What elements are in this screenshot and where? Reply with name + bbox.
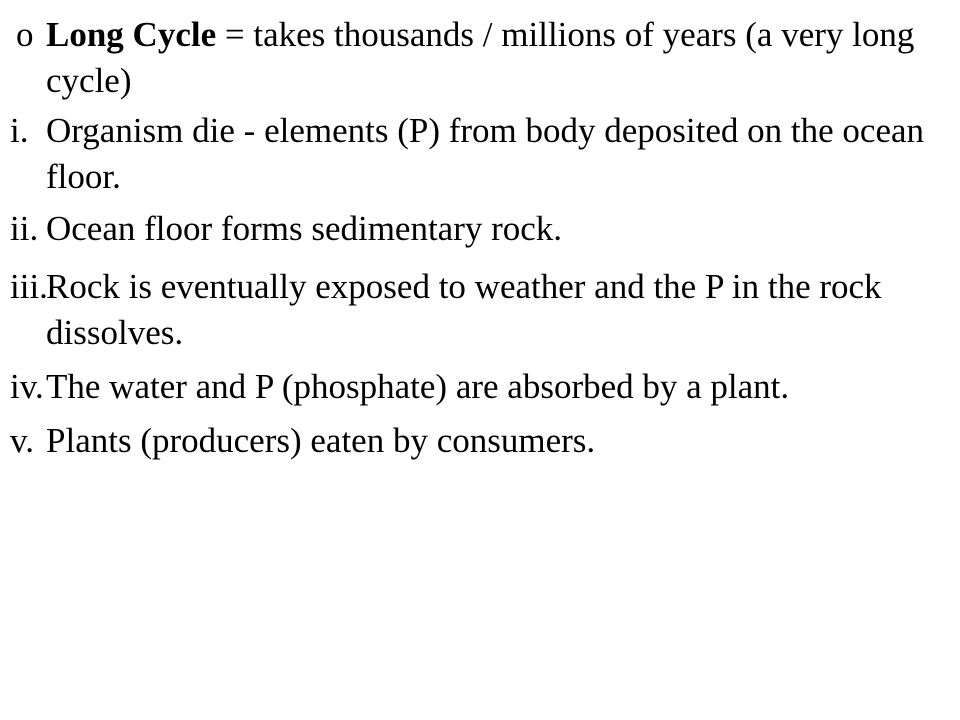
long-cycle-definition: = takes thousands / millions of years (a very long cycle) <box>46 15 915 100</box>
step-text: The water and P (phosphate) are absorbed by a plant. <box>46 367 790 406</box>
step-marker: iv. <box>10 367 44 406</box>
long-cycle-term: Long Cycle <box>46 15 217 54</box>
step-text: Plants (producers) eaten by consumers. <box>46 421 596 460</box>
list-item-step-5 <box>10 418 950 464</box>
list-item-step-4 <box>10 364 950 410</box>
list-item-step-3 <box>10 264 950 356</box>
long-cycle-text <box>10 12 950 104</box>
list-item-step-2 <box>10 206 950 252</box>
step-marker: i. <box>10 111 29 150</box>
step-marker: ii. <box>10 209 39 248</box>
step-marker: iii. <box>10 267 48 306</box>
long-cycle-bullet <box>10 12 950 104</box>
step-text: Ocean floor forms sedimentary rock. <box>46 209 563 248</box>
bullet-marker: o <box>16 15 34 54</box>
list-item-step-1 <box>10 108 950 200</box>
step-text: Organism die - elements (P) from body deposited on the ocean floor. <box>46 111 925 196</box>
step-text: Rock is eventually exposed to weather and the P in the rock dissolves. <box>46 267 882 352</box>
step-marker: v. <box>10 421 34 460</box>
